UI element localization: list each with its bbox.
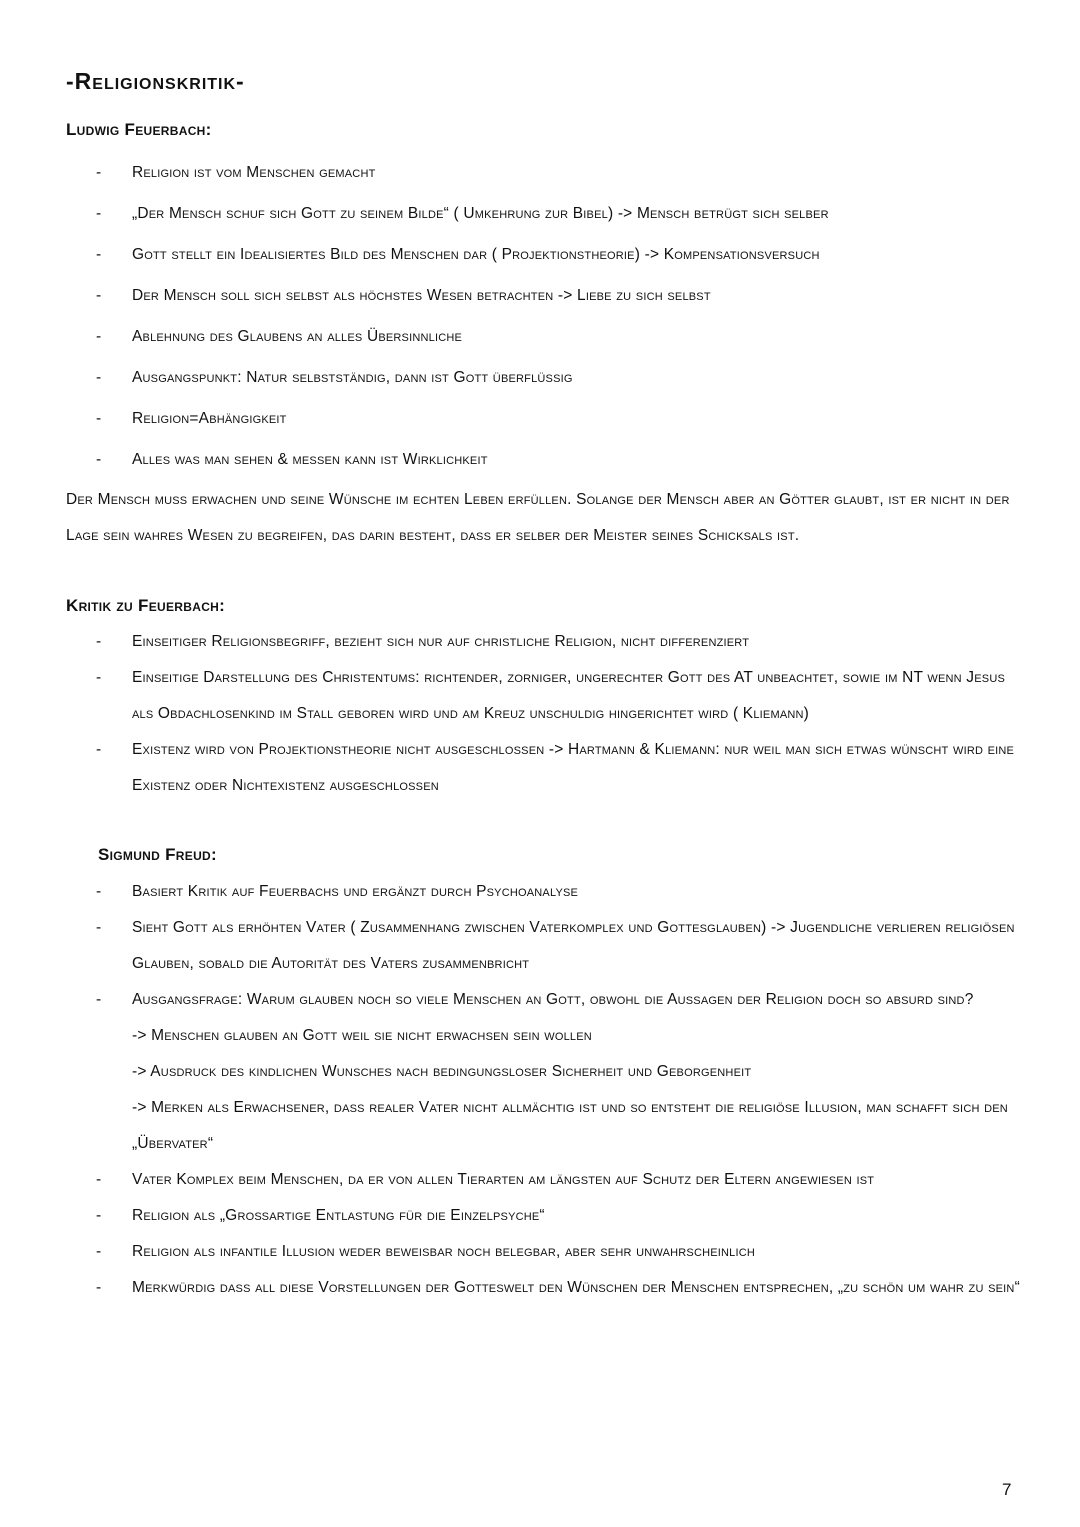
list-item: [96, 439, 1026, 480]
dash-marker: -: [96, 1171, 102, 1188]
list-item: [96, 624, 1026, 660]
list-item-text: „Der Mensch schuf sich Gott zu seinem Bilde“ ( Umkehrung zur Bibel) -> Mensch betrügt sich selber: [132, 205, 829, 222]
list-item: [96, 152, 1026, 193]
list-item-text: Ausgangsfrage: Warum glauben noch so viele Menschen an Gott, obwohl die Aussagen der Religion doch so absurd sind?: [132, 991, 974, 1008]
list-item-text: Gott stellt ein Idealisiertes Bild des Menschen dar ( Projektionstheorie) -> Kompensationsversuch: [132, 246, 820, 263]
list-item: [96, 398, 1026, 439]
list-item-text: Sieht Gott als erhöhten Vater ( Zusammenhang zwischen Vaterkomplex und Gottesglauben) -> Jugendliche verlieren religiösen Glauben, sobald die Autorität des Vaters zusammenbricht: [132, 919, 1015, 972]
list-item-text: Vater Komplex beim Menschen, da er von allen Tierarten am längsten auf Schutz der Eltern angewiesen ist: [132, 1171, 875, 1188]
section-heading-feuerbach: Ludwig Feuerbach:: [66, 120, 212, 139]
list-item-text: Basiert Kritik auf Feuerbachs und ergänzt durch Psychoanalyse: [132, 883, 579, 900]
freud-list: [96, 874, 1026, 1306]
feuerbach-paragraph: Der Mensch muss erwachen und seine Wünsche im echten Leben erfüllen. Solange der Mensch aber an Götter glaubt, ist er nicht in der Lage sein wahres Wesen zu begreifen, das darin besteht, dass er selber der Meister seines Schicksals ist.: [66, 491, 1010, 544]
feuerbach-list: [96, 152, 1026, 480]
list-item-text: Einseitiger Religionsbegriff, bezieht sich nur auf christliche Religion, nicht differenziert: [132, 633, 750, 650]
dash-marker: -: [96, 883, 102, 900]
list-item: [96, 910, 1026, 982]
list-item-text: Merkwürdig dass all diese Vorstellungen der Gotteswelt den Wünschen der Menschen entsprechen, „zu schön um wahr zu sein“: [132, 1279, 1020, 1296]
list-item: [96, 1270, 1026, 1306]
dash-marker: -: [96, 633, 102, 650]
kritik-list: [96, 624, 1026, 804]
list-item: [96, 732, 1026, 804]
dash-marker: -: [96, 1207, 102, 1224]
dash-marker: -: [96, 1279, 102, 1296]
list-item: [96, 982, 1026, 1162]
dash-marker: -: [96, 205, 102, 222]
list-item-text: Existenz wird von Projektionstheorie nicht ausgeschlossen -> Hartmann & Kliemann: nur weil man sich etwas wünscht wird eine Existenz oder Nichtexistenz ausgeschlossen: [132, 741, 1015, 794]
dash-marker: -: [96, 410, 102, 427]
dash-marker: -: [96, 369, 102, 386]
section-heading-kritik: Kritik zu Feuerbach:: [66, 596, 226, 615]
list-item: [96, 193, 1026, 234]
list-item-text: Alles was man sehen & messen kann ist Wirklichkeit: [132, 451, 488, 468]
section-heading-freud: Sigmund Freud:: [98, 845, 217, 864]
list-item: [96, 275, 1026, 316]
list-item-text: Religion als „Großartige Entlastung für die Einzelpsyche“: [132, 1207, 545, 1224]
dash-marker: -: [96, 741, 102, 758]
list-item: [96, 1198, 1026, 1234]
sub-point: -> Ausdruck des kindlichen Wunsches nach bedingungsloser Sicherheit und Geborgenheit: [132, 1063, 752, 1080]
page-number: 7: [1002, 1480, 1012, 1499]
list-item: [96, 874, 1026, 910]
list-item: [96, 1162, 1026, 1198]
list-item-text: Religion ist vom Menschen gemacht: [132, 164, 376, 181]
dash-marker: -: [96, 669, 102, 686]
list-item-text: Einseitige Darstellung des Christentums: richtender, zorniger, ungerechter Gott des AT unbeachtet, sowie im NT wenn Jesus als Obdachlosenkind im Stall geboren wird und am Kreuz unschuldig hingerichtet wird ( Kliemann): [132, 669, 1006, 722]
dash-marker: -: [96, 991, 102, 1008]
page-title: -Religionskritik-: [66, 68, 245, 94]
dash-marker: -: [96, 451, 102, 468]
dash-marker: -: [96, 1243, 102, 1260]
list-item: [96, 234, 1026, 275]
dash-marker: -: [96, 246, 102, 263]
dash-marker: -: [96, 164, 102, 181]
list-item-text: Ausgangspunkt: Natur selbstständig, dann ist Gott überflüssig: [132, 369, 573, 386]
list-item: [96, 316, 1026, 357]
list-item: [96, 357, 1026, 398]
sub-point: -> Merken als Erwachsener, dass realer Vater nicht allmächtig ist und so entsteht die religiöse Illusion, man schafft sich den „Übervater“: [132, 1099, 1008, 1152]
list-item-text: Der Mensch soll sich selbst als höchstes Wesen betrachten -> Liebe zu sich selbst: [132, 287, 711, 304]
sub-point: -> Menschen glauben an Gott weil sie nicht erwachsen sein wollen: [132, 1027, 592, 1044]
dash-marker: -: [96, 919, 102, 936]
list-item: [96, 1234, 1026, 1270]
list-item-text: Religion=Abhängigkeit: [132, 410, 287, 427]
list-item-text: Religion als infantile Illusion weder beweisbar noch belegbar, aber sehr unwahrscheinlich: [132, 1243, 756, 1260]
dash-marker: -: [96, 287, 102, 304]
list-item: [96, 660, 1026, 732]
list-item-text: Ablehnung des Glaubens an alles Übersinnliche: [132, 328, 463, 345]
dash-marker: -: [96, 328, 102, 345]
